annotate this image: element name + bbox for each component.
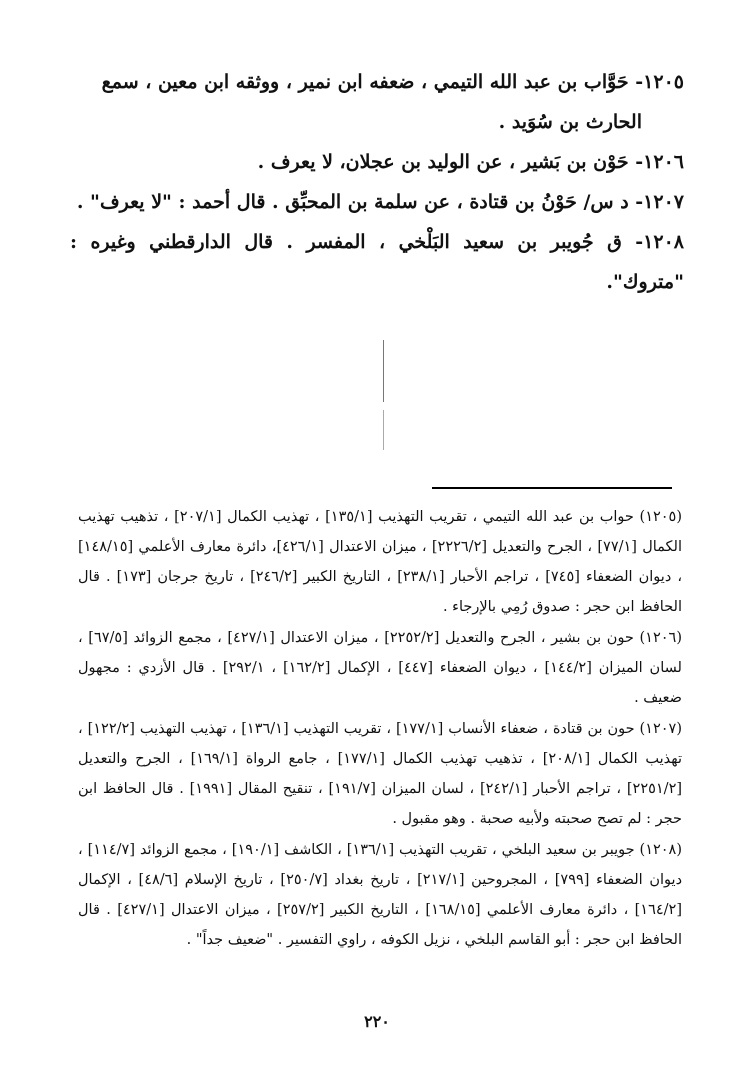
entry-1206: ١٢٠٦- حَوْن بن بَشير ، عن الوليد بن عجلان، لا يعرف . [257, 151, 684, 173]
scan-mark [383, 340, 384, 402]
footnote-divider [432, 487, 672, 489]
footnote-1207: (١٢٠٧) حون بن قتادة ، ضعفاء الأنساب [١٧٧/١] ، تقريب التهذيب [١٣٦/١] ، تهذيب التهذيب [١٢٢/٢] ، تهذيب الكمال [٢٠٨/١] ، تذهيب تهذيب الكمال [١٧٧/١] ، جامع الرواة [١٦٩/١] ، الجرح والتعديل [٢٢٥١/٢] ، تراجم الأحبار [٢٤٢/١] ، لسان الميزان [١٩١/٧] ، تنقيح المقال [١٩٩١] . قال الحافظ ابن حجر : لم تصح صحبته ولأبيه صحبة . وهو مقبول . [78, 721, 683, 827]
entry-1205 [70, 62, 684, 142]
entry-1207: ١٢٠٧- د س/ حَوْنُ بن قتادة ، عن سلمة بن المحبِّق . قال أحمد : "لا يعرف" . [76, 191, 684, 213]
main-text [70, 62, 684, 302]
entry-1205-line1: ١٢٠٥- حَوَّاب بن عبد الله التيمي ، ضعفه ابن نمير ، ووثقه ابن معين ، سمع [101, 71, 684, 93]
footnote-1205: (١٢٠٥) حواب بن عبد الله التيمي ، تقريب التهذيب [١٣٥/١] ، تهذيب الكمال [٢٠٧/١] ، تذهيب تهذيب الكمال [٧٧/١] ، الجرح والتعديل [٢٢٢٦/٢] ، ميزان الاعتدال [٤٢٦/١]، دائرة معارف الأعلمي [١٤٨/١٥] ، ديوان الضعفاء [٧٤٥] ، تراجم الأحبار [٢٣٨/١] ، التاريخ الكبير [٢٤٦/٢] ، تاريخ جرجان [١٧٣] . قال الحافظ ابن حجر : صدوق رُمِي بالإرجاء . [78, 509, 683, 615]
footnotes [78, 502, 682, 956]
footnote-1206: (١٢٠٦) حون بن بشير ، الجرح والتعديل [٢٢٥٢/٢] ، ميزان الاعتدال [٤٢٧/١] ، مجمع الزوائد [٦٧/٥] ، لسان الميزان [١٤٤/٢] ، ديوان الضعفاء [٤٤٧] ، الإكمال [١٦٢/٢] ، ٢٩٢/١] . قال الأزدي : مجهول ضعيف . [78, 630, 682, 706]
page-number: ٢٢٠ [364, 1012, 390, 1031]
scan-mark [383, 410, 384, 450]
entry-1208: ١٢٠٨- ق جُويبر بن سعيد البَلْخي ، المفسر . قال الدارقطني وغيره : "متروك". [70, 231, 684, 293]
entry-1205-line2: الحارث بن سُوَيد . [498, 111, 642, 133]
footnote-1208: (١٢٠٨) جويبر بن سعيد البلخي ، تقريب التهذيب [١٣٦/١] ، الكاشف [١٩٠/١] ، مجمع الزوائد [١١٤/٧] ، ديوان الضعفاء [٧٩٩] ، المجروحين [٢١٧/١] ، تاريخ بغداد [٢٥٠/٧] ، تاريخ الإسلام [٤٨/٦] ، الإكمال [١٦٤/٢] ، دائرة معارف الأعلمي [١٦٨/١٥] ، التاريخ الكبير [٢٥٧/٢] ، ميزان الاعتدال [٤٢٧/١] . قال الحافظ ابن حجر : أبو القاسم البلخي ، نزيل الكوفه ، راوي التفسير . "ضعيف جداً" . [78, 842, 683, 948]
